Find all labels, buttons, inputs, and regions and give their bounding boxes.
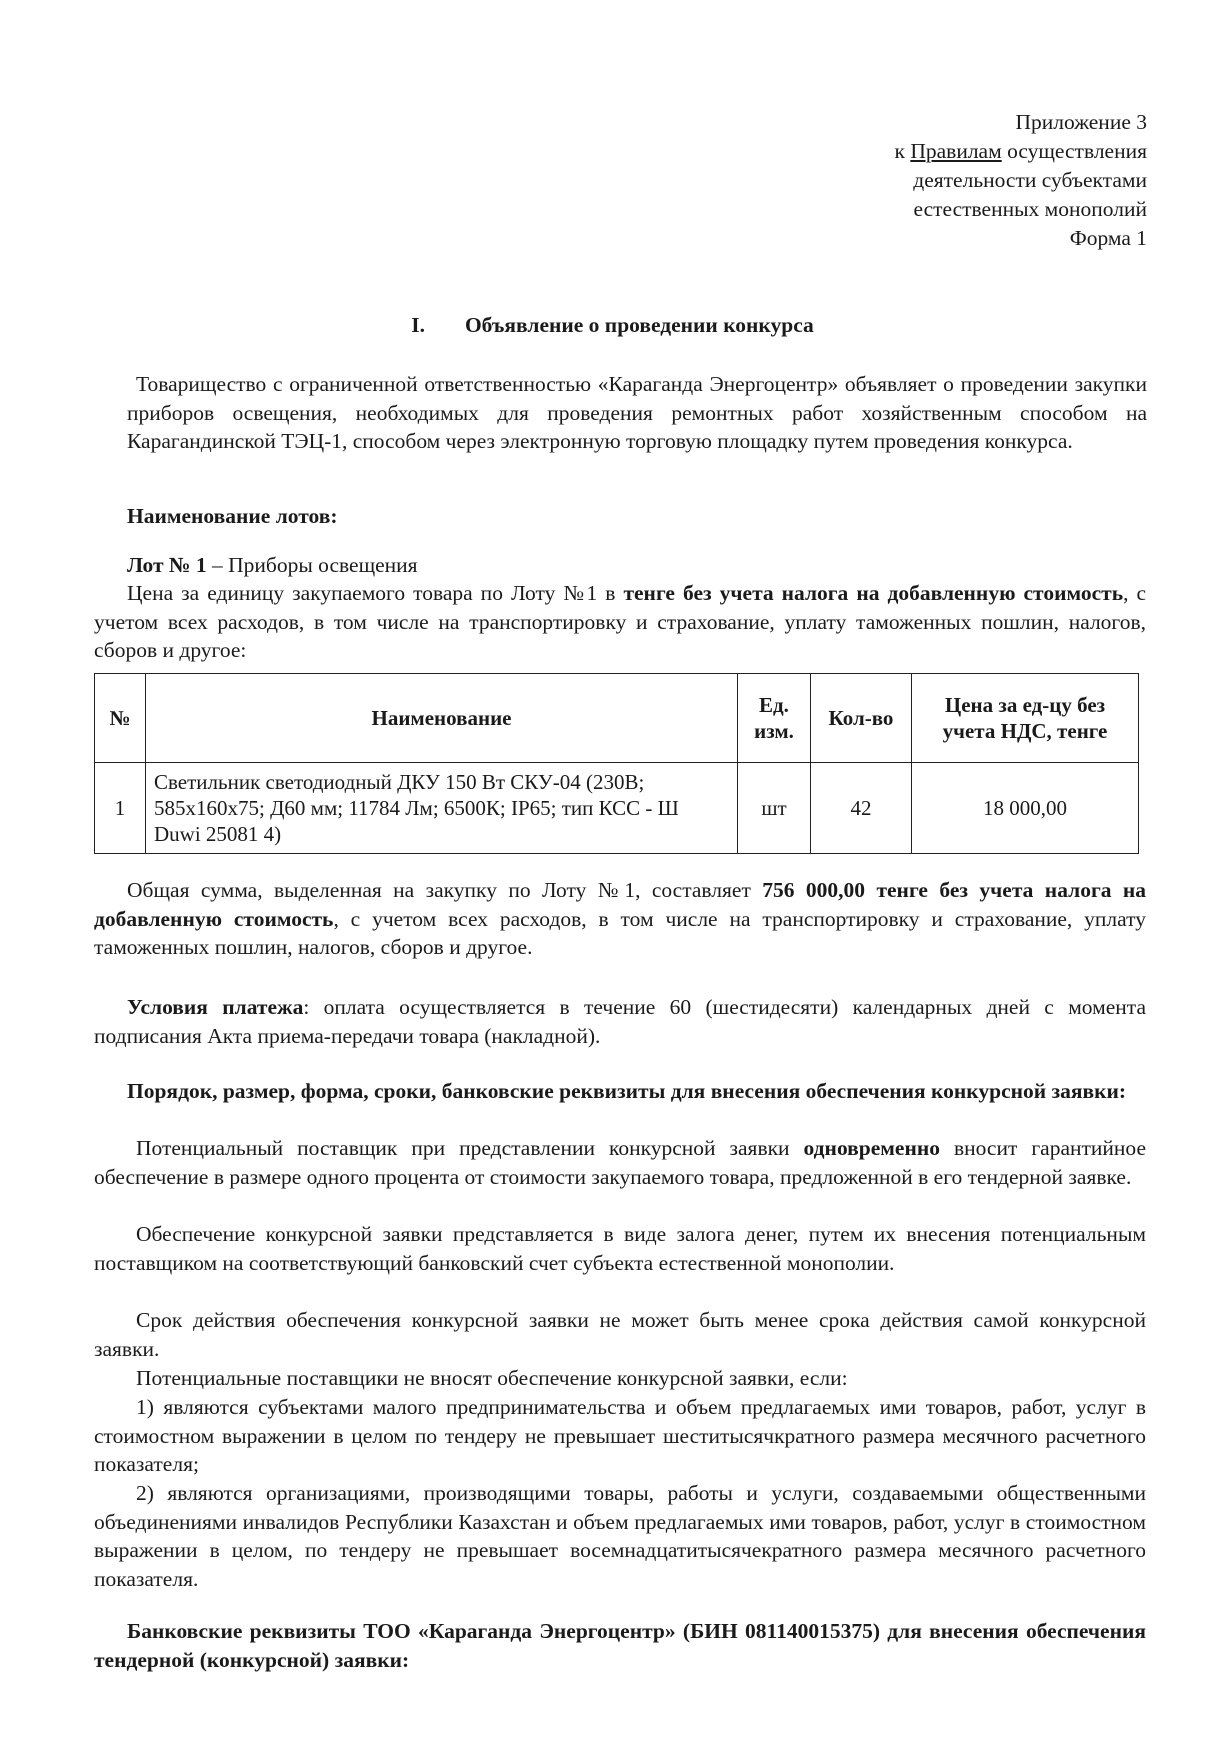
payment-text: : оплата осуществляется в течение 60 (шестидесяти) календарных дней с момента подписания Акта приема-передачи товара (накладной). <box>94 995 1146 1048</box>
rules-link[interactable]: Правилам <box>910 139 1002 163</box>
col-unit-header: Ед. изм. <box>738 674 811 763</box>
security-p4-text: Потенциальные поставщики не вносят обеспечение конкурсной заявки, если: <box>136 1366 848 1390</box>
total-paragraph <box>94 876 1146 962</box>
appendix-line-2-suffix: осуществления <box>1001 139 1147 163</box>
security-p1-bold: одновременно <box>803 1136 940 1160</box>
price-text-1: Цена за единицу закупаемого товара по Лоту №1 в <box>127 581 624 605</box>
intro-paragraph: Товарищество с ограниченной ответственностью «Караганда Энергоцентр» объявляет о проведении закупки приборов освещения, необходимых для проведения ремонтных работ хозяйственным способом на Карагандинской ТЭЦ-1, способом через электронную торговую площадку путем проведения конкурса. <box>127 372 1147 453</box>
lots-title: Наименование лотов: <box>127 504 338 528</box>
security-p3-text: Срок действия обеспечения конкурсной заявки не может быть менее срока действия самой конкурсной заявки. <box>94 1308 1146 1361</box>
lots-table <box>94 673 1139 854</box>
price-text-2: , с учетом всех расходов, в том числе на транспортировку и страхование, уплату таможенных пошлин, налогов, сборов и другое: <box>94 581 1146 662</box>
payment-label: Условия платежа <box>127 995 304 1019</box>
security-paragraph-6 <box>94 1479 1146 1593</box>
row-item-name: Светильник светодиодный ДКУ 150 Вт СКУ-04 (230В; 585х160х75; Д60 мм; 11784 Лм; 6500К; IP65; тип КСС - Ш Duwi 25081 4) <box>146 763 738 854</box>
appendix-line-3: деятельности субъектами <box>913 168 1147 192</box>
section-number: I. <box>411 313 425 337</box>
row-qty: 42 <box>811 763 912 854</box>
col-qty-header: Кол-во <box>811 674 912 763</box>
bank-title-text: Банковские реквизиты ТОО «Караганда Энергоцентр» (БИН 081140015375) для внесения обеспечения тендерной (конкурсной) заявки: <box>94 1619 1146 1672</box>
payment-paragraph <box>94 993 1146 1050</box>
security-p5-text: 1) являются субъектами малого предпринимательства и объем предлагаемых ими товаров, работ, услуг в стоимостном выражении в целом по тендеру не превышает шеститысячкратного размера месячного расчетного показателя; <box>94 1395 1146 1476</box>
section-title: Объявление о проведении конкурса <box>464 313 814 337</box>
security-p2-text: Обеспечение конкурсной заявки представляется в виде залога денег, путем их внесения потенциальным поставщиком на соответствующий банковский счет субъекта естественной монополии. <box>94 1222 1146 1275</box>
security-title-text: Порядок, размер, форма, сроки, банковские реквизиты для внесения обеспечения конкурсной заявки: <box>127 1079 1127 1103</box>
security-paragraph-1 <box>94 1134 1146 1191</box>
security-paragraph-4 <box>94 1364 1146 1393</box>
price-text-bold: тенге без учета налога на добавленную стоимость <box>623 581 1124 605</box>
section-heading <box>0 313 1225 338</box>
row-number: 1 <box>95 763 146 854</box>
col-price-header: Цена за ед-цу без учета НДС, тенге <box>912 674 1139 763</box>
appendix-line-2-prefix: к <box>894 139 911 163</box>
appendix-line-2 <box>895 137 1147 166</box>
lot-price-paragraph <box>94 579 1146 665</box>
security-p1-text-2: вносит гарантийное обеспечение в размере одного процента от стоимости закупаемого товара, предложенной в его тендерной заявке. <box>94 1136 1146 1189</box>
security-p1-text-1: Потенциальный поставщик при представлении конкурсной заявки <box>136 1136 804 1160</box>
row-price: 18 000,00 <box>912 763 1139 854</box>
appendix-line-1: Приложение 3 <box>1015 110 1147 134</box>
total-text-1: Общая сумма, выделенная на закупку по Лоту №1, составляет <box>127 878 763 902</box>
security-paragraph-3 <box>94 1306 1146 1363</box>
lot-label: Лот № 1 <box>127 553 207 577</box>
form-number: Форма 1 <box>1069 226 1147 250</box>
row-unit: шт <box>738 763 811 854</box>
lot-name: – Приборы освещения <box>206 553 418 577</box>
table-row <box>95 763 1139 854</box>
col-name-header: Наименование <box>146 674 738 763</box>
col-number-header: № <box>95 674 146 763</box>
security-title <box>94 1077 1146 1106</box>
appendix-header <box>895 108 1147 253</box>
table-header-row <box>95 674 1139 763</box>
security-p6-text: 2) являются организациями, производящими товары, работы и услуги, создаваемыми общественными объединениями инвалидов Республики Казахстан и объем предлагаемых ими товаров, работ, услуг в стоимостном выражении в целом, по тендеру не превышает восемнадцатитысячекратного размера месячного расчетного показателя. <box>94 1481 1146 1591</box>
bank-title <box>94 1617 1146 1674</box>
security-paragraph-5 <box>94 1393 1146 1479</box>
appendix-line-4: естественных монополий <box>913 197 1147 221</box>
security-paragraph-2 <box>94 1220 1146 1277</box>
lot-title <box>127 551 1147 580</box>
total-text-2: , с учетом всех расходов, в том числе на транспортировку и страхование, уплату таможенных пошлин, налогов, сборов и другое. <box>94 906 1147 959</box>
total-text-bold: 756 000,00 тенге без учета налога на добавленную стоимость <box>94 878 1147 931</box>
